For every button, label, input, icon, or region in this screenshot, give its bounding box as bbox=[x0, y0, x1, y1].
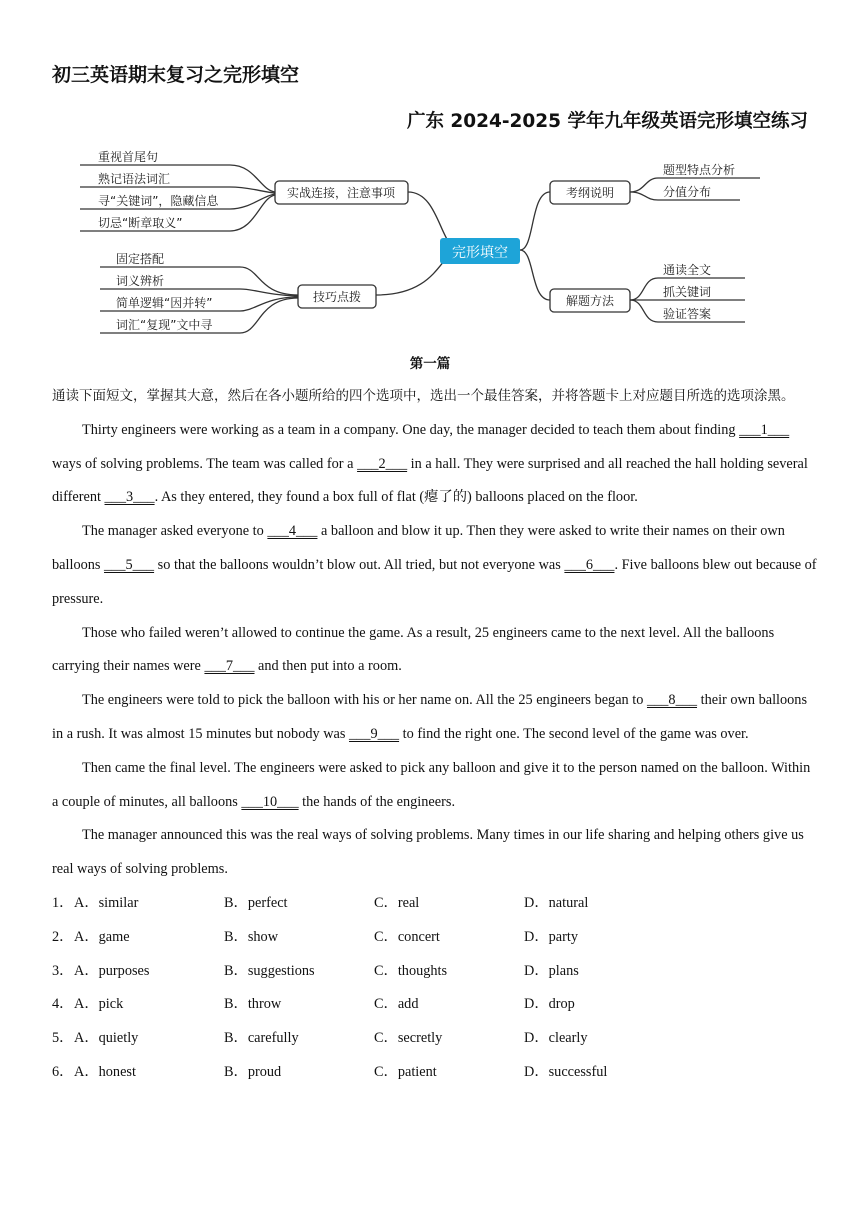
blank-1[interactable]: ___1___ bbox=[739, 421, 790, 438]
option-a[interactable]: A．similar bbox=[74, 894, 139, 911]
blank-3[interactable]: ___3___ bbox=[104, 489, 155, 506]
option-b[interactable]: B．suggestions bbox=[224, 962, 315, 979]
option-a[interactable]: A．purposes bbox=[74, 962, 150, 979]
option-a[interactable]: A．honest bbox=[74, 1063, 136, 1080]
mindmap-skills-item: 词汇“复现”文中寻 bbox=[116, 318, 213, 332]
document-title: 初三英语期末复习之完形填空 bbox=[52, 64, 300, 86]
passage-paragraph bbox=[52, 684, 818, 752]
option-d[interactable]: D．plans bbox=[524, 962, 579, 979]
passage-text: a balloon and blow it up. Then they were asked to write their names on their own balloons bbox=[52, 523, 785, 573]
option-c[interactable]: C．add bbox=[374, 996, 419, 1013]
mindmap-skills-item: 固定搭配 bbox=[116, 252, 165, 266]
mindmap-skills-label: 技巧点拨 bbox=[312, 290, 362, 304]
mindmap-skills-item: 词义辨析 bbox=[116, 274, 165, 288]
question-number: 2． bbox=[52, 928, 74, 945]
blank-10[interactable]: ___10___ bbox=[241, 793, 299, 810]
blank-8[interactable]: ___8___ bbox=[646, 692, 698, 709]
option-c[interactable]: C．concert bbox=[374, 928, 440, 945]
question-row bbox=[52, 988, 818, 1022]
mindmap-practice-item: 切忌“断章取义” bbox=[98, 216, 183, 230]
question-number: 1． bbox=[52, 894, 74, 911]
mindmap-practice-label: 实战连接，注意事项 bbox=[286, 186, 396, 200]
option-a[interactable]: A．quietly bbox=[74, 1030, 139, 1047]
blank-7[interactable]: ___7___ bbox=[204, 658, 255, 675]
passage-text: the hands of the engineers. bbox=[298, 793, 456, 810]
mind-map bbox=[80, 140, 780, 345]
passage-paragraph bbox=[52, 414, 818, 515]
passage-paragraph bbox=[52, 819, 818, 887]
document-body bbox=[52, 380, 818, 1090]
mindmap-method-item: 通读全文 bbox=[663, 263, 712, 277]
mindmap-outline-item: 题型特点分析 bbox=[663, 163, 736, 177]
option-d[interactable]: D．party bbox=[524, 928, 578, 945]
mindmap-outline-item: 分值分布 bbox=[663, 185, 712, 199]
question-number: 5． bbox=[52, 1030, 74, 1047]
passage-text: . Five balloons blew out because of pressure. bbox=[52, 556, 817, 607]
passage-text: to find the right one. The second level of the game was over. bbox=[399, 725, 749, 742]
option-c[interactable]: C．real bbox=[374, 894, 420, 911]
mindmap-method-item: 抓关键词 bbox=[663, 285, 712, 299]
mindmap-skills-item: 简单逻辑“因并转” bbox=[116, 296, 213, 310]
option-a[interactable]: A．game bbox=[74, 928, 130, 945]
option-c[interactable]: C．patient bbox=[374, 1063, 437, 1080]
passage-paragraph bbox=[52, 515, 818, 616]
question-row bbox=[52, 1022, 818, 1056]
blank-9[interactable]: ___9___ bbox=[349, 725, 400, 742]
mindmap-outline-label: 考纲说明 bbox=[565, 186, 615, 200]
passage-text: . As they entered, they found a box full of flat (瘪了的) balloons placed on the floor. bbox=[154, 489, 638, 506]
passage-text: The manager asked everyone to bbox=[82, 523, 268, 540]
option-d[interactable]: D．successful bbox=[524, 1063, 608, 1080]
option-b[interactable]: B．proud bbox=[224, 1063, 282, 1080]
option-b[interactable]: B．carefully bbox=[224, 1030, 299, 1047]
question-number: 4． bbox=[52, 996, 74, 1013]
passage-text: The engineers were told to pick the balloon with his or her name on. All the 25 engineers began to bbox=[82, 692, 647, 709]
passage-text: Those who failed weren’t allowed to continue the game. As a result, 25 engineers came to the next level. All the balloons carrying their names were bbox=[52, 624, 775, 675]
question-row bbox=[52, 1056, 818, 1090]
question-row bbox=[52, 887, 818, 921]
mindmap-center: 完形填空 bbox=[452, 245, 508, 261]
option-d[interactable]: D．drop bbox=[524, 996, 575, 1013]
passage-text: in a hall. They were surprised and all reached the hall holding several different bbox=[52, 455, 808, 506]
mindmap-method-label: 解题方法 bbox=[565, 294, 615, 308]
option-c[interactable]: C．thoughts bbox=[374, 962, 448, 979]
document-subtitle: 广东 2024-2025 学年九年级英语完形填空练习 bbox=[406, 111, 808, 132]
mindmap-practice-item: 重视首尾句 bbox=[98, 150, 159, 164]
option-c[interactable]: C．secretly bbox=[374, 1030, 443, 1047]
passage-text: and then put into a room. bbox=[254, 658, 402, 675]
blank-2[interactable]: ___2___ bbox=[357, 455, 408, 472]
passage-text: so that the balloons wouldn’t blow out. All tried, but not everyone was bbox=[154, 556, 565, 573]
mindmap-method-item: 验证答案 bbox=[663, 307, 712, 321]
section-title: 第一篇 bbox=[409, 356, 451, 372]
passage-text: Then came the final level. The engineers were asked to pick any balloon and give it to the person named on the balloon. Within a couple of minutes, all balloons bbox=[52, 759, 811, 810]
option-b[interactable]: B．throw bbox=[224, 996, 282, 1013]
blank-6[interactable]: ___6___ bbox=[564, 556, 615, 573]
question-number: 3． bbox=[52, 962, 74, 979]
blank-4[interactable]: ___4___ bbox=[267, 523, 318, 540]
question-row bbox=[52, 921, 818, 955]
option-d[interactable]: D．natural bbox=[524, 894, 589, 911]
passage-text: ways of solving problems. The team was called for a bbox=[52, 455, 358, 472]
question-number: 6． bbox=[52, 1063, 74, 1080]
instructions: 通读下面短文，掌握其大意，然后在各小题所给的四个选项中，选出一个最佳答案，并将答题卡上对应题目所选的选项涂黑。 bbox=[52, 388, 795, 404]
mindmap-practice-item: 熟记语法词汇 bbox=[98, 172, 171, 186]
passage-text: Thirty engineers were working as a team in a company. One day, the manager decided to teach them about finding bbox=[82, 421, 740, 438]
blank-5[interactable]: ___5___ bbox=[104, 556, 155, 573]
passage-paragraph bbox=[52, 752, 818, 820]
option-b[interactable]: B．show bbox=[224, 928, 279, 945]
passage-paragraph bbox=[52, 617, 818, 685]
option-d[interactable]: D．clearly bbox=[524, 1030, 588, 1047]
passage-text: The manager announced this was the real ways of solving problems. Many times in our life sharing and helping others give us real ways of solving problems. bbox=[52, 827, 804, 878]
passage-text: their own balloons in a rush. It was almost 15 minutes but nobody was bbox=[52, 692, 808, 742]
option-a[interactable]: A．pick bbox=[74, 996, 124, 1013]
question-list bbox=[52, 887, 818, 1090]
mindmap-practice-item: 寻“关键词”，隐藏信息 bbox=[98, 194, 219, 208]
option-b[interactable]: B．perfect bbox=[224, 894, 288, 911]
question-row bbox=[52, 955, 818, 989]
